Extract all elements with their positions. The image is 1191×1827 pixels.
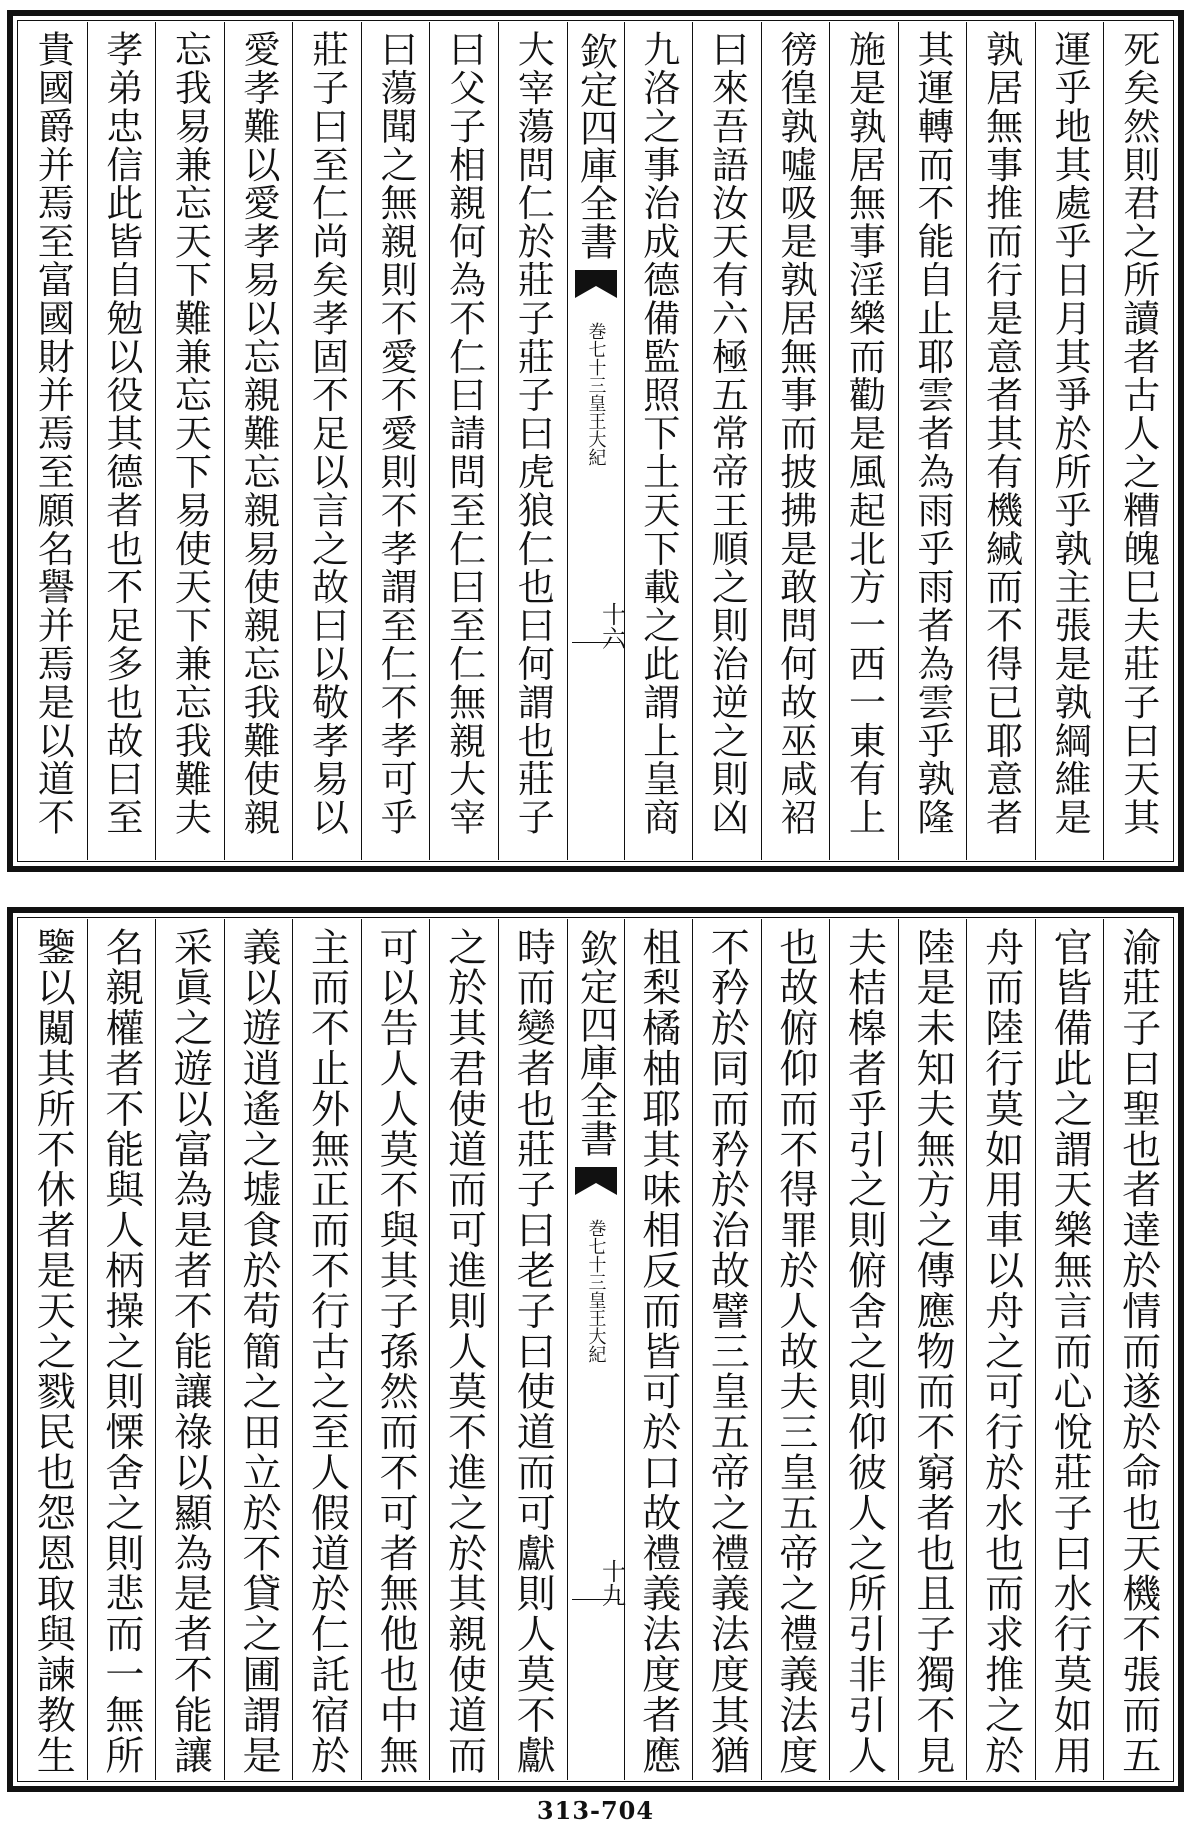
center-banner xyxy=(567,919,624,1780)
text-column: 之於其君使道而可進則人莫不進之於其親使道而 xyxy=(429,919,498,1780)
text-column: 舟而陸行莫如用車以舟之可行於水也而求推之於 xyxy=(966,919,1035,1780)
leaf-number: 十九 xyxy=(597,1559,626,1607)
section-name: 皇王大紀 xyxy=(585,1291,607,1363)
text-column: 曰父子相親何為不仁曰請問至仁曰至仁無親大宰 xyxy=(429,22,498,860)
page-number: 313-704 xyxy=(536,1796,655,1825)
book-title: 欽定四庫全書 xyxy=(573,32,618,260)
text-column: 主而不止外無正而不行古之至人假道於仁託宿於 xyxy=(292,919,361,1780)
text-column: 曰蕩聞之無親則不愛不愛則不孝謂至仁不孝可乎 xyxy=(361,22,430,860)
text-column: 徬徨孰噓吸是孰居無事而披拂是敢問何故巫咸袑 xyxy=(761,22,830,860)
text-column: 孰居無事推而行是意者其有機緘而不得已耶意者 xyxy=(966,22,1035,860)
text-column: 鑒以闚其所不休者是天之戮民也怨恩取與諫教生 xyxy=(30,927,76,1776)
text-column: 施是孰居無事淫樂而勸是風起北方一西一東有上 xyxy=(829,22,898,860)
volume-number: 巻七十三 xyxy=(585,322,607,394)
top-page-columns xyxy=(19,22,1172,860)
volume-number: 巻七十三 xyxy=(585,1219,607,1291)
text-column: 大宰蕩問仁於莊子莊子曰虎狼仁也曰何謂也莊子 xyxy=(498,22,567,860)
text-column: 貴國爵并焉至富國財并焉至願名譽并焉是以道不 xyxy=(31,30,75,837)
book-title: 欽定四庫全書 xyxy=(573,929,618,1157)
text-column: 忘我易兼忘天下難兼忘天下易使天下兼忘我難夫 xyxy=(155,22,224,860)
text-column: 愛孝難以愛孝易以忘親難忘親易使親忘我難使親 xyxy=(224,22,293,860)
bottom-page-columns xyxy=(19,919,1172,1780)
text-column: 渝莊子曰聖也者達於情而遂於命也天機不張而五 xyxy=(1103,919,1172,1780)
text-column: 采眞之遊以富為是者不能讓祿以顯為是者不能讓 xyxy=(155,919,224,1780)
text-column: 孝弟忠信此皆自勉以役其德者也不足多也故曰至 xyxy=(87,22,156,860)
text-column: 夫桔槔者乎引之則俯舍之則仰彼人之所引非引人 xyxy=(829,919,898,1780)
text-column: 九洛之事治成德備監照下土天下載之此謂上皇商 xyxy=(624,22,693,860)
text-column: 時而變者也莊子曰老子曰使道而可獻則人莫不獻 xyxy=(498,919,567,1780)
bottom-page xyxy=(7,907,1184,1792)
center-banner xyxy=(567,22,624,860)
text-column: 名親權者不能與人柄操之則慄舍之則悲而一無所 xyxy=(87,919,156,1780)
text-column: 也故俯仰而不得罪於人故夫三皇五帝之禮義法度 xyxy=(761,919,830,1780)
text-column: 死矣然則君之所讀者古人之糟魄巳夫莊子曰天其 xyxy=(1103,22,1172,860)
text-column: 不矜於同而矜於治故譬三皇五帝之禮義法度其猶 xyxy=(692,919,761,1780)
text-column: 官皆備此之謂天樂無言而心悅莊子曰水行莫如用 xyxy=(1035,919,1104,1780)
section-label xyxy=(586,322,606,466)
text-column: 柤梨橘柚耶其味相反而皆可於口故禮義法度者應 xyxy=(624,919,693,1780)
text-column: 運乎地其處乎日月其爭於所乎孰主張是孰綱維是 xyxy=(1035,22,1104,860)
section-label xyxy=(586,1219,606,1363)
text-column: 可以告人人莫不與其子孫然而不可者無他也中無 xyxy=(361,919,430,1780)
text-column: 陸是未知夫無方之傳應物而不窮者也且子獨不見 xyxy=(898,919,967,1780)
leaf-number: 十六 xyxy=(597,602,626,650)
text-column: 其運轉而不能自止耶雲者為雨乎雨者為雲乎孰隆 xyxy=(898,22,967,860)
fishtail-mark-icon xyxy=(573,1165,619,1215)
section-name: 皇王大紀 xyxy=(585,394,607,466)
text-column: 曰來吾語汝天有六極五常帝王順之則治逆之則凶 xyxy=(692,22,761,860)
top-page xyxy=(7,10,1184,872)
fishtail-mark-icon xyxy=(573,268,619,318)
text-column: 義以遊逍遙之墟食於苟簡之田立於不貸之圃謂是 xyxy=(224,919,293,1780)
text-column: 莊子曰至仁尚矣孝固不足以言之故曰以敬孝易以 xyxy=(292,22,361,860)
